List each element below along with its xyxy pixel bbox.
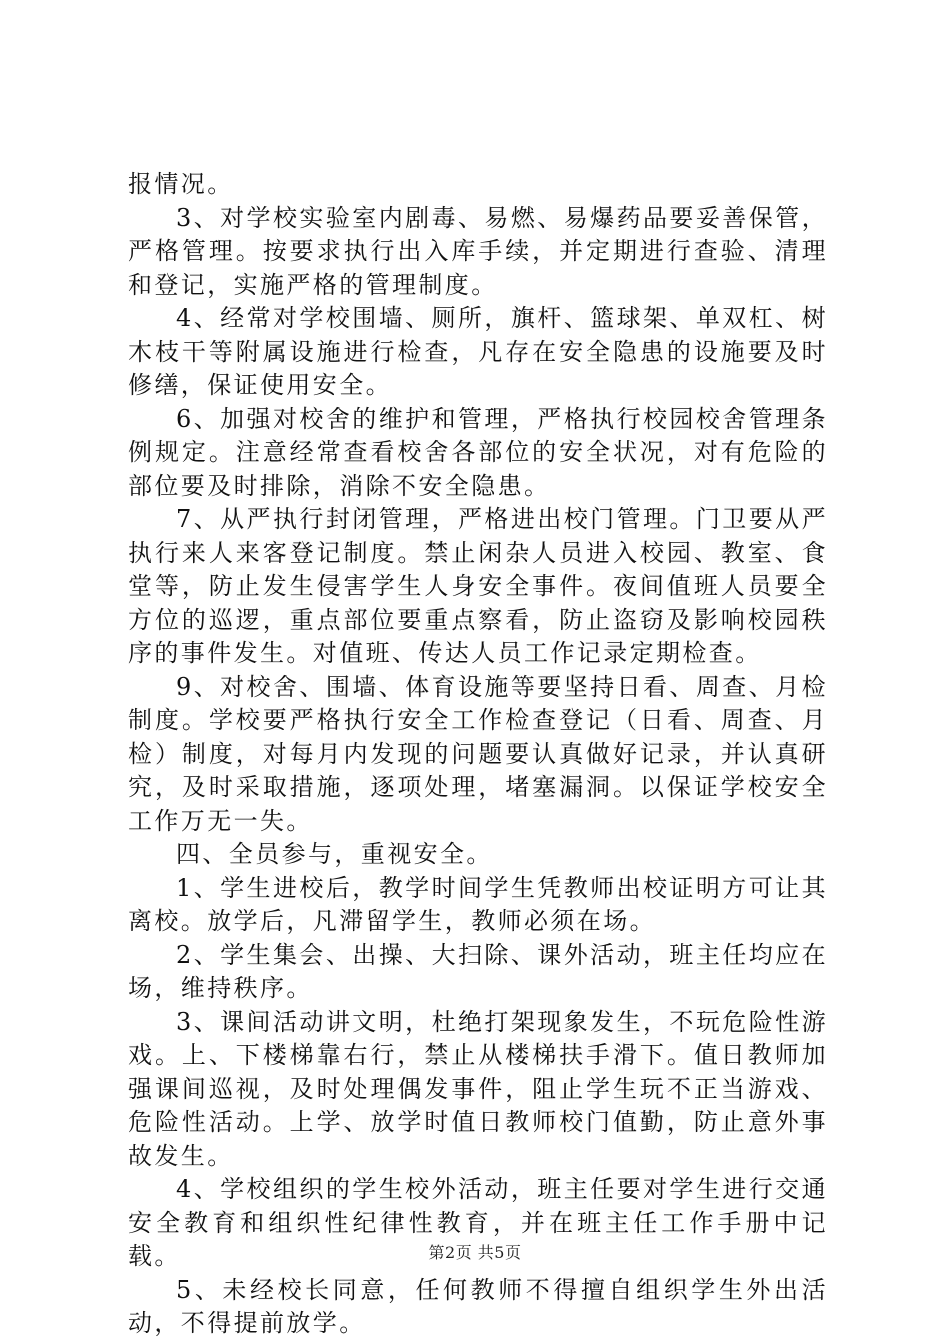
paragraph-gate-management: 7、从严执行封闭管理，严格进出校门管理。门卫要从严执行来人来客登记制度。禁止闲杂人员进入校园、教室、食堂等，防止发生侵害学生人身安全事件。夜间值班人员要全方位的巡逻，重点部位要重点察看，防止盗窃及影响校园秩序的事件发生。对值班、传达人员工作记录定期检查。	[128, 505, 828, 667]
paragraph-recess-safety: 3、课间活动讲文明，杜绝打架现象发生，不玩危险性游戏。上、下楼梯靠右行，禁止从楼梯扶手滑下。值日教师加强课间巡视，及时处理偶发事件，阻止学生玩不正当游戏、危险性活动。上学、放学时值日教师校门值勤，防止意外事故发生。	[128, 1007, 828, 1170]
page-number-footer: 第2页 共5页	[428, 1243, 522, 1262]
section-heading-participation: 四、全员参与，重视安全。	[176, 840, 493, 868]
document-body	[128, 168, 828, 1341]
paragraph-facility-inspection: 4、经常对学校围墙、厕所，旗杆、篮球架、单双杠、树木枝干等附属设施进行检查，凡存在安全隐患的设施要及时修缮，保证使用安全。	[128, 304, 828, 399]
paragraph-building-maintenance: 6、加强对校舍的维护和管理，严格执行校园校舍管理条例规定。注意经常查看校舍各部位的安全状况，对有危险的部位要及时排除，消除不安全隐患。	[128, 404, 828, 500]
paragraph-no-unauthorized-outings: 5、未经校长同意，任何教师不得擅自组织学生外出活动，不得提前放学。	[128, 1275, 828, 1337]
paragraph-lab-chemicals: 3、对学校实验室内剧毒、易燃、易爆药品要妥善保管，严格管理。按要求执行出入库手续，并定期进行查验、清理和登记，实施严格的管理制度。	[128, 203, 828, 299]
paragraph-student-leave: 1、学生进校后，教学时间学生凭教师出校证明方可让其离校。放学后，凡滞留学生，教师必须在场。	[128, 873, 828, 935]
paragraph-report-situation: 报情况。	[128, 170, 234, 198]
paragraph-assembly-order: 2、学生集会、出操、大扫除、课外活动，班主任均应在场，维持秩序。	[128, 940, 828, 1002]
paragraph-inspection-system: 9、对校舍、围墙、体育设施等要坚持日看、周查、月检制度。学校要严格执行安全工作检查登记（日看、周查、月检）制度，对每月内发现的问题要认真做好记录，并认真研究，及时采取措施，逐项处理，堵塞漏洞。以保证学校安全工作万无一失。	[128, 672, 828, 835]
paragraph-outdoor-activities: 4、学校组织的学生校外活动，班主任要对学生进行交通安全教育和组织性纪律性教育，并在班主任工作手册中记载。	[128, 1175, 828, 1270]
